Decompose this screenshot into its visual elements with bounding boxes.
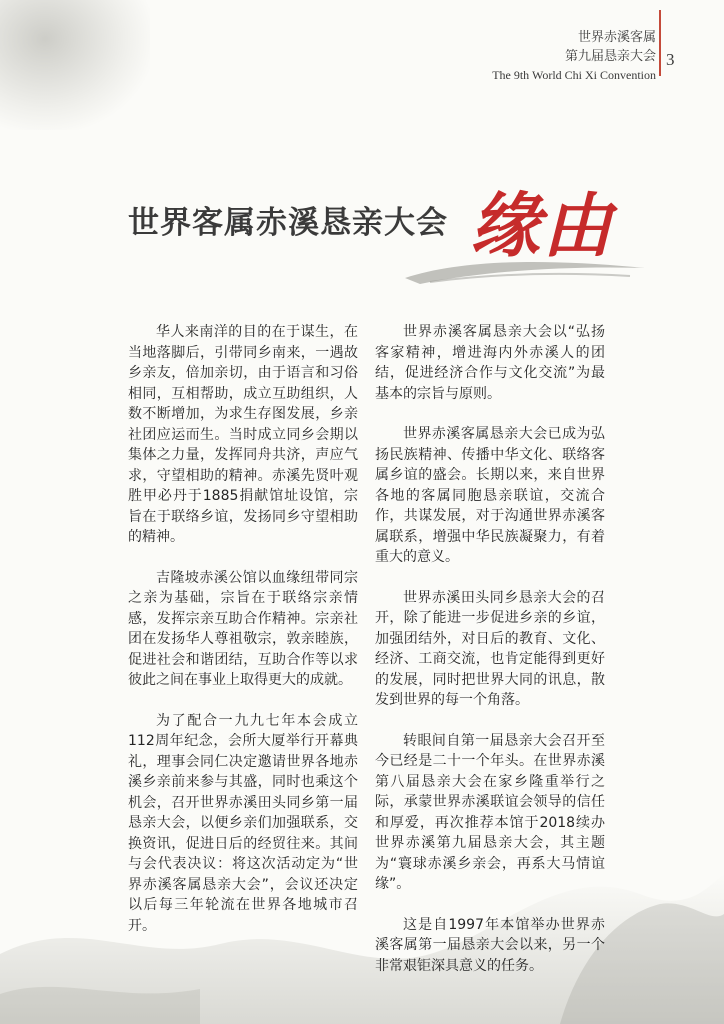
paragraph: 世界赤溪田头同乡恳亲大会的召开，除了能进一步促进乡亲的乡谊，加强团结外，对日后的教育、文化、经济、工商交流，也肯定能得到更好的发展，同时把世界大同的讯息，散发到世界的每一个角落。 [375,589,605,708]
landscape-wash-top [0,0,150,130]
calligraphy-title: 缘由 [470,184,614,267]
paragraph: 吉隆坡赤溪公馆以血缘纽带同宗之亲为基础，宗旨在于联络宗亲情感，发挥宗亲互助合作精神。宗亲社团在发扬华人尊祖敬宗，敦亲睦族，促进社会和谐团结，互助合作等以求彼此之间在事业上取得更大的成就。 [128,569,358,688]
right-column [375,322,605,996]
header-line-3: The 9th World Chi Xi Convention [492,68,656,82]
brush-stroke [400,250,650,290]
paragraph: 世界赤溪客属恳亲大会已成为弘扬民族精神、传播中华文化、联络客属乡谊的盛会。长期以来，来自世界各地的客属同胞恳亲联谊，交流合作，共谋发展，对于沟通世界赤溪客属联系，增强中华民族凝聚力，有着重大的意义。 [375,426,605,565]
paragraph: 转眼间自第一届恳亲大会召开至今已经是二十一个年头。在世界赤溪第八届恳亲大会在家乡隆重举行之际，承蒙世界赤溪联谊会领导的信任和厚爱，再次推荐本馆于2018续办世界赤溪第九届恳亲大会，其主题为“寰球赤溪乡亲会，再系大马情谊缘”。 [375,732,605,892]
landscape-wash-bottom [0,804,724,1024]
paragraph: 为了配合一九九七年本会成立112周年纪念，会所大厦举行开幕典礼，理事会同仁决定邀请世界各地赤溪乡亲前来参与其盛，同时也乘这个机会，召开世界赤溪田头同乡第一届恳亲大会，以便乡亲们加强联系，交换资讯，促进日后的经贸往来。其间与会代表决议：将这次活动定为“世界赤溪客属恳亲大会”，会议还决定以后每三年轮流在世界各地城市召开。 [128,712,358,934]
header-line-2: 第九届恳亲大会 [564,49,656,64]
paragraph: 华人来南洋的目的在于谋生，在当地落脚后，引带同乡南来，一遇故乡亲友，倍加亲切，由于语言和习俗相同，互相帮助，成立互助组织，人数不断增加，为求生存图发展，乡亲社团应运而生。当时成立同乡会期以集体之力量，发挥同舟共济，声应气求，守望相助的精神。赤溪先贤叶观胜甲必丹于1885捐献馆址设馆，宗旨在于联络乡谊，发扬同乡守望相助的精神。 [128,324,358,545]
left-column [128,322,358,956]
header [492,28,656,85]
page-title: 世界客属赤溪恳亲大会 [128,205,448,241]
paragraph: 这是自1997年本馆举办世界赤溪客属第一届恳亲大会以来，另一个非常艰钜深具意义的任务。 [375,916,605,974]
header-divider [659,10,661,76]
header-line-1: 世界赤溪客属 [577,30,656,45]
paragraph: 世界赤溪客属恳亲大会以“弘扬客家精神，增进海内外赤溪人的团结，促进经济合作与文化交流”为最基本的宗旨与原则。 [375,324,605,402]
page-number: 3 [666,50,675,69]
